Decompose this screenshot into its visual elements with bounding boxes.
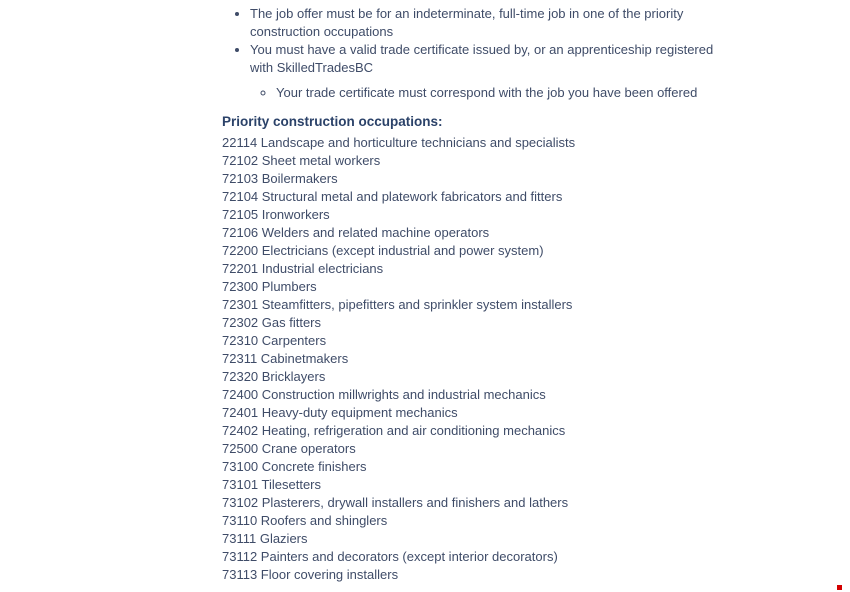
occupations-list (222, 134, 738, 584)
occupation-item: 72400 Construction millwrights and industrial mechanics (222, 386, 546, 402)
requirements-list (222, 5, 738, 102)
occupation-item: 72310 Carpenters (222, 332, 327, 348)
occupation-item: 73100 Concrete finishers (222, 458, 367, 474)
red-artifact-mark (837, 585, 842, 590)
occupation-item: 73102 Plasterers, drywall installers and finishers and lathers (222, 494, 569, 510)
requirement-sub-text: Your trade certificate must correspond with the job you have been offered (276, 85, 698, 100)
occupation-item: 72105 Ironworkers (222, 206, 330, 222)
occupation-item: 72106 Welders and related machine operators (222, 224, 490, 240)
article-content (222, 0, 738, 584)
occupation-item: 72301 Steamfitters, pipefitters and sprinkler system installers (222, 296, 573, 312)
occupation-item: 72103 Boilermakers (222, 170, 338, 186)
requirement-sub-item (276, 84, 732, 102)
occupation-item: 72200 Electricians (except industrial and power system) (222, 242, 544, 258)
occupation-item: 73113 Floor covering installers (222, 566, 399, 582)
occupation-item: 72102 Sheet metal workers (222, 152, 381, 168)
occupation-item: 72401 Heavy-duty equipment mechanics (222, 404, 458, 420)
occupation-item: 72320 Bricklayers (222, 368, 326, 384)
occupation-item: 72104 Structural metal and platework fabricators and fitters (222, 188, 563, 204)
requirement-text: The job offer must be for an indeterminate, full-time job in one of the priority construction occupations (250, 6, 684, 39)
occupation-item: 72311 Cabinetmakers (222, 350, 349, 366)
requirements-sublist (250, 84, 732, 102)
section-heading: Priority construction occupations: (222, 113, 443, 129)
occupation-item: 73101 Tilesetters (222, 476, 322, 492)
occupation-item: 72402 Heating, refrigeration and air conditioning mechanics (222, 422, 566, 438)
occupation-item: 73110 Roofers and shinglers (222, 512, 388, 528)
occupation-item: 73112 Painters and decorators (except interior decorators) (222, 548, 558, 564)
occupation-item: 72300 Plumbers (222, 278, 317, 294)
requirement-item (250, 41, 738, 102)
occupation-item: 72500 Crane operators (222, 440, 356, 456)
requirement-text: You must have a valid trade certificate issued by, or an apprenticeship registered with SkilledTradesBC (250, 42, 714, 75)
requirement-item (250, 5, 738, 40)
occupation-item: 72201 Industrial electricians (222, 260, 384, 276)
occupation-item: 22114 Landscape and horticulture technicians and specialists (222, 134, 576, 150)
occupation-item: 72302 Gas fitters (222, 314, 321, 330)
occupation-item: 73111 Glaziers (222, 530, 308, 546)
